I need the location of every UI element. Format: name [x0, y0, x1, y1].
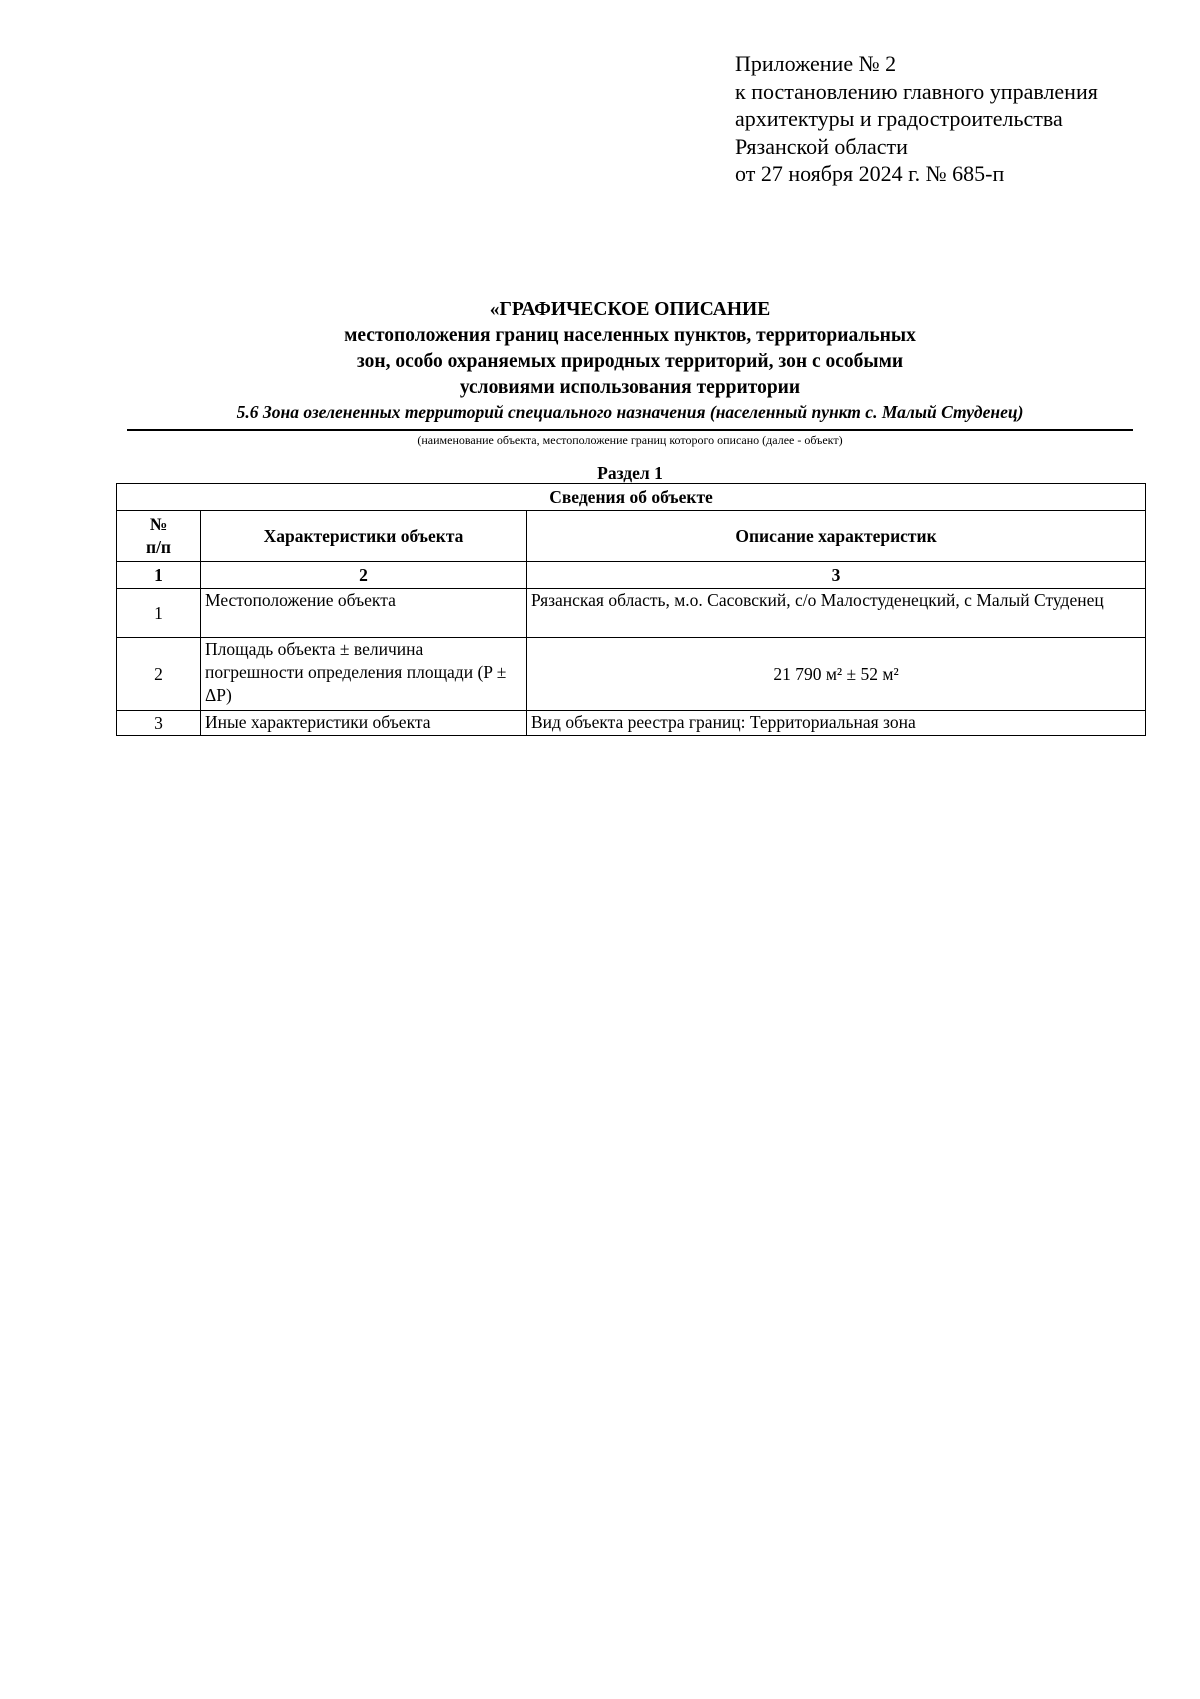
appendix-date: от 27 ноября 2024 г. № 685-п — [735, 161, 1005, 186]
row-num: 1 — [117, 589, 201, 638]
appendix-header — [735, 50, 1098, 188]
header-num-line: п/п — [145, 537, 172, 557]
column-number: 1 — [117, 562, 201, 589]
header-num-line: № — [149, 514, 168, 534]
row-characteristic: Иные характеристики объекта — [201, 711, 527, 736]
document-title — [127, 297, 1133, 401]
object-name-rule — [127, 429, 1133, 431]
header-num — [117, 511, 201, 562]
row-characteristic: Площадь объекта ± величина погрешности определения площади (P ± ΔP) — [201, 638, 527, 711]
table-row — [117, 711, 1146, 736]
row-description: Рязанская область, м.о. Сасовский, с/о Малостуденецкий, с Малый Студенец — [527, 589, 1146, 638]
appendix-line: архитектуры и градостроительства — [735, 106, 1063, 131]
row-num: 2 — [117, 638, 201, 711]
table-row — [117, 638, 1146, 711]
object-name: 5.6 Зона озелененных территорий специального назначения (населенный пункт с. Малый Студенец) — [236, 402, 1024, 422]
appendix-title: Приложение № 2 — [735, 51, 897, 76]
title-line: «ГРАФИЧЕСКОЕ ОПИСАНИЕ — [489, 299, 771, 320]
object-info-table — [116, 483, 1146, 736]
column-number: 3 — [527, 562, 1146, 589]
table-caption: Сведения об объекте — [117, 484, 1146, 511]
header-characteristic: Характеристики объекта — [201, 511, 527, 562]
object-name-caption: (наименование объекта, местоположение границ которого описано (далее - объект) — [417, 433, 843, 447]
row-description: 21 790 м² ± 52 м² — [527, 638, 1146, 711]
section-title: Раздел 1 — [597, 463, 663, 483]
table-row — [117, 589, 1146, 638]
appendix-line: Рязанской области — [735, 133, 908, 159]
title-line: условиями использования территории — [459, 377, 801, 398]
title-line: зон, особо охраняемых природных территорий, зон с особыми — [356, 351, 904, 372]
appendix-line: к постановлению главного управления — [735, 78, 1098, 104]
row-description: Вид объекта реестра границ: Территориальная зона — [527, 711, 1146, 736]
row-num: 3 — [117, 711, 201, 736]
header-description: Описание характеристик — [527, 511, 1146, 562]
title-line: местоположения границ населенных пунктов, территориальных — [344, 325, 916, 346]
row-characteristic: Местоположение объекта — [201, 589, 527, 638]
column-number: 2 — [201, 562, 527, 589]
